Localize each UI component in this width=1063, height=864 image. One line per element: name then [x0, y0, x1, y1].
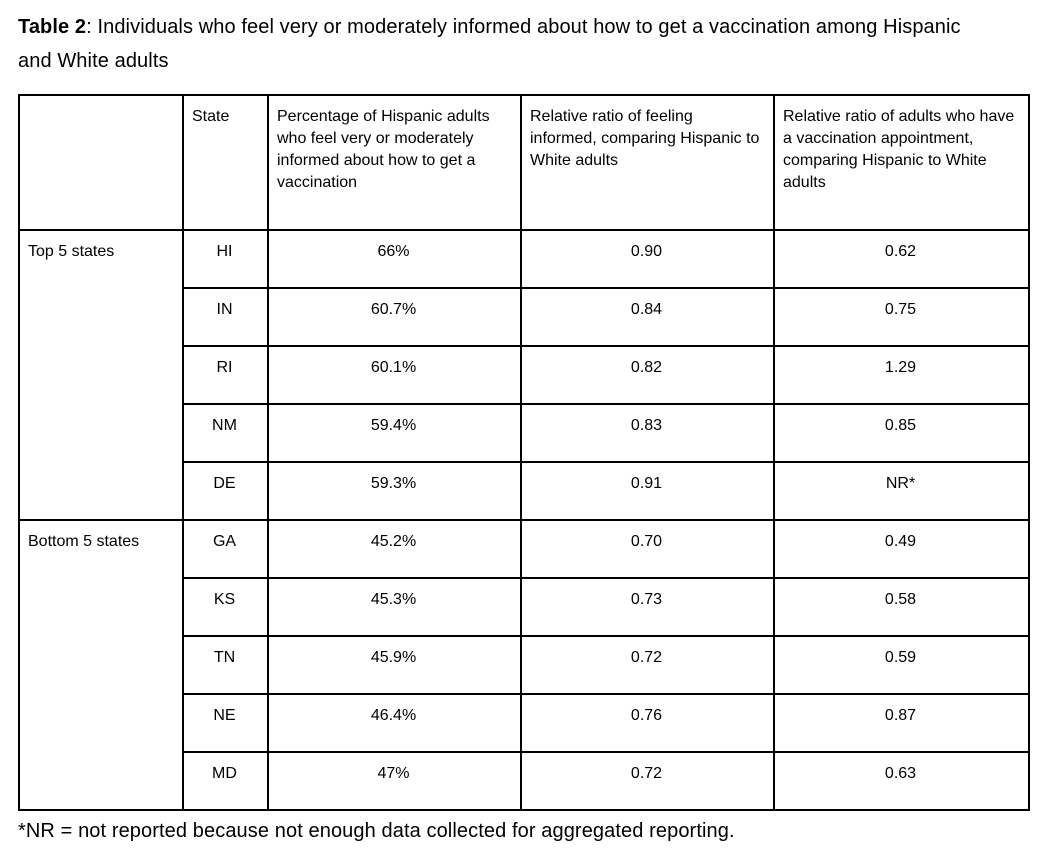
ratio-appointment-cell: 0.58: [774, 578, 1029, 636]
ratio-appointment-cell: 0.85: [774, 404, 1029, 462]
state-cell: IN: [183, 288, 268, 346]
ratio-informed-cell: 0.84: [521, 288, 774, 346]
header-percentage-informed: Percentage of Hispanic adults who feel very or moderately informed about how to get a vaccination: [268, 95, 521, 230]
state-cell: NE: [183, 694, 268, 752]
state-cell: MD: [183, 752, 268, 810]
ratio-appointment-cell: 0.59: [774, 636, 1029, 694]
header-ratio-informed: Relative ratio of feeling informed, comparing Hispanic to White adults: [521, 95, 774, 230]
state-cell: DE: [183, 462, 268, 520]
ratio-appointment-cell: 0.49: [774, 520, 1029, 578]
table-title-label: Table 2: [18, 16, 87, 38]
state-cell: KS: [183, 578, 268, 636]
percentage-cell: 45.2%: [268, 520, 521, 578]
table-row: [19, 520, 1029, 578]
percentage-cell: 59.4%: [268, 404, 521, 462]
ratio-informed-cell: 0.73: [521, 578, 774, 636]
data-table: [18, 94, 1030, 811]
ratio-appointment-cell: 0.75: [774, 288, 1029, 346]
group-label-top5: Top 5 states: [19, 230, 183, 520]
percentage-cell: 60.1%: [268, 346, 521, 404]
table-header-row: [19, 95, 1029, 230]
header-group: [19, 95, 183, 230]
state-cell: NM: [183, 404, 268, 462]
ratio-informed-cell: 0.91: [521, 462, 774, 520]
ratio-informed-cell: 0.70: [521, 520, 774, 578]
ratio-informed-cell: 0.83: [521, 404, 774, 462]
table-title: [18, 10, 968, 78]
table-row: [19, 230, 1029, 288]
table-title-text: : Individuals who feel very or moderately informed about how to get a vaccination among Hispanic and White adults: [18, 16, 961, 72]
ratio-appointment-cell: 0.62: [774, 230, 1029, 288]
header-ratio-appointment: Relative ratio of adults who have a vaccination appointment, comparing Hispanic to White adults: [774, 95, 1029, 230]
percentage-cell: 46.4%: [268, 694, 521, 752]
ratio-appointment-cell: 1.29: [774, 346, 1029, 404]
ratio-informed-cell: 0.82: [521, 346, 774, 404]
ratio-appointment-cell: 0.63: [774, 752, 1029, 810]
state-cell: GA: [183, 520, 268, 578]
percentage-cell: 59.3%: [268, 462, 521, 520]
percentage-cell: 45.9%: [268, 636, 521, 694]
ratio-informed-cell: 0.72: [521, 752, 774, 810]
header-state: State: [183, 95, 268, 230]
percentage-cell: 60.7%: [268, 288, 521, 346]
percentage-cell: 47%: [268, 752, 521, 810]
percentage-cell: 45.3%: [268, 578, 521, 636]
group-label-bottom5: Bottom 5 states: [19, 520, 183, 810]
ratio-informed-cell: 0.90: [521, 230, 774, 288]
table-footnote: *NR = not reported because not enough data collected for aggregated reporting.: [18, 820, 735, 842]
percentage-cell: 66%: [268, 230, 521, 288]
state-cell: TN: [183, 636, 268, 694]
ratio-appointment-cell: 0.87: [774, 694, 1029, 752]
state-cell: HI: [183, 230, 268, 288]
ratio-informed-cell: 0.72: [521, 636, 774, 694]
ratio-informed-cell: 0.76: [521, 694, 774, 752]
state-cell: RI: [183, 346, 268, 404]
ratio-appointment-cell: NR*: [774, 462, 1029, 520]
